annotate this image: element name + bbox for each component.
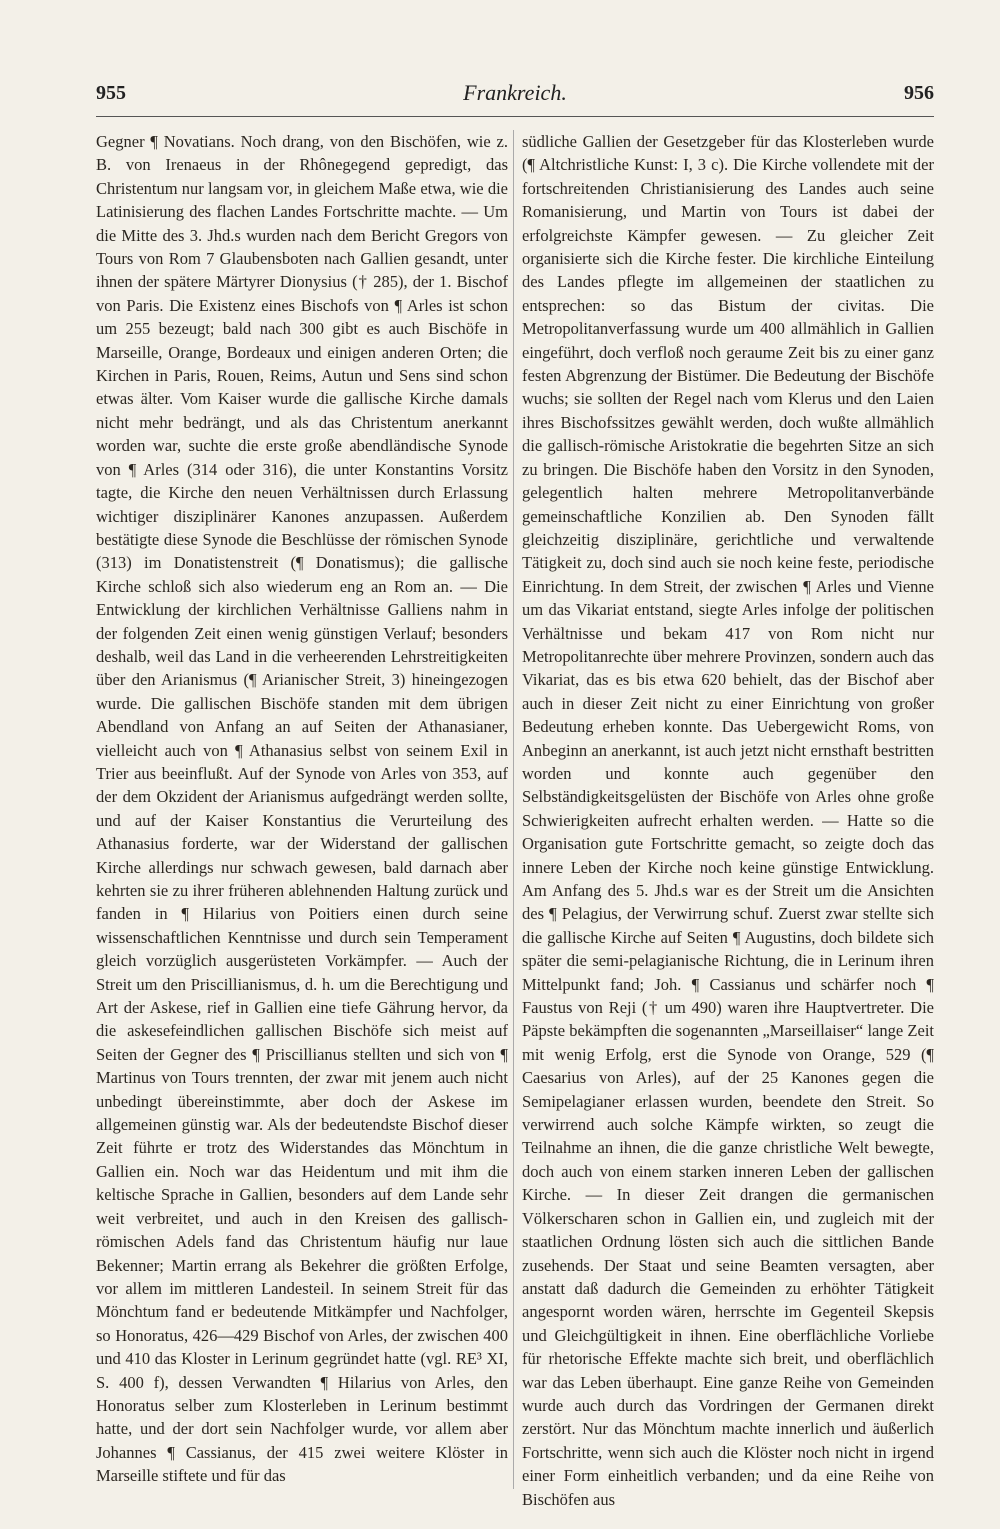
- left-column-text: Gegner ¶ Novatians. Noch drang, von den Bischöfen, wie z. B. von Irenaeus in der Rhônegegend gepredigt, das Christentum nur langsam vor, in gleichem Maße etwa, wie die Latinisierung des flachen Landes Fortschritte machte. — Um die Mitte des 3. Jhd.s wurden nach dem Bericht Gregors von Tours von Rom 7 Glaubensboten nach Gallien gesandt, unter ihnen der spätere Märtyrer Dionysius († 285), der 1. Bischof von Paris. Die Existenz eines Bischofs von ¶ Arles ist schon um 255 bezeugt; bald nach 300 gibt es auch Bischöfe in Marseille, Orange, Bordeaux und einigen anderen Orten; die Kirchen in Paris, Rouen, Reims, Autun und Sens sind schon etwas älter. Vom Kaiser wurde die gallische Kirche damals nicht mehr bedrängt, und als das Christentum anerkannt worden war, suchte die erste große abendländische Synode von ¶ Arles (314 oder 316), die unter Konstantins Vorsitz tagte, die Kirche den neuen Verhältnissen durch Erlassung wichtiger disziplinärer Kanones anzupassen. Außerdem bestätigte diese Synode die Beschlüsse der römischen Synode (313) im Donatistenstreit (¶ Donatismus); die gallische Kirche schloß sich also wiederum eng an Rom an. — Die Entwicklung der kirchlichen Verhältnisse Galliens nahm in der folgenden Zeit einen wenig günstigen Verlauf; besonders deshalb, weil das Land in die verheerenden Lehrstreitigkeiten über den Arianismus (¶ Arianischer Streit, 3) hineingezogen wurde. Die gallischen Bischöfe standen mit dem übrigen Abendland von Anfang an auf Seiten der Athanasianer, vielleicht auch von ¶ Athanasius selbst von seinem Exil in Trier aus beeinflußt. Auf der Synode von Arles von 353, auf der dem Okzident der Arianismus aufgedrängt werden sollte, und auf der Kaiser Konstantius die Verurteilung des Athanasius forderte, war der Widerstand der gallischen Kirche allerdings nur schwach gewesen, bald darnach aber kehrten sie zu ihrer früheren ablehnenden Haltung zurück und fanden in ¶ Hilarius von Poitiers einen durch seine wissenschaftlichen Kenntnisse und durch sein Temperament gleich vorzüglich ausgerüsteten Vorkämpfer. — Auch der Streit um den Priscillianismus, d. h. um die Berechtigung und Art der Askese, rief in Gallien eine tiefe Gährung hervor, da die askesefeindlichen gallischen Bischöfe sich meist auf Seiten der Gegner des ¶ Priscillianus stellten und sich von ¶ Martinus von Tours trennten, der zwar mit jenem auch nicht unbedingt übereinstimmte, aber doch der Askese im allgemeinen günstig war. Als der bedeutendste Bischof dieser Zeit führte er trotz des Widerstandes das Mönchtum in Gallien ein. Noch war das Heidentum und mit ihm die keltische Sprache in Gallien, besonders auf dem Lande sehr weit verbreitet, und auch in den Kreisen des gallisch-römischen Adels fand das Christentum häufig nur laue Bekenner; Martin errang als Bekehrer die größten Erfolge, vor allem im mittleren Landesteil. In seinem Streit für das Mönchtum fand er bedeutende Mitkämpfer und Nachfolger, so Honoratus, 426—429 Bischof von Arles, der zwischen 400 und 410 das Kloster in Lerinum gegründet hatte (vgl. RE³ XI, S. 400 f), dessen Verwandten ¶ Hilarius von Arles, den Honoratus selber zum Klosterleben in Lerinum bestimmt hatte, und der dort sein Nachfolger wurde, vor allem aber Johannes ¶ Cassianus, der 415 zwei weitere Klöster in Marseille stiftete und für das: [96, 132, 508, 1486]
- header-rule: [96, 116, 934, 117]
- right-column: [522, 130, 934, 1509]
- left-column: [96, 130, 508, 1489]
- right-column-text: südliche Gallien der Gesetzgeber für das Klosterleben wurde (¶ Altchristliche Kunst: I, 3 c). Die Kirche vollendete mit der fortschreitenden Christianisierung des Landes auch seine Romanisierung, und Martin von Tours ist dabei der erfolgreichste Kämpfer gewesen. — Zu gleicher Zeit organisierte sich die Kirche fester. Die kirchliche Einteilung des Landes pflegte im allgemeinen der staatlichen zu entsprechen: so das Bistum der civitas. Die Metropolitanverfassung wurde um 400 allmählich in Gallien eingeführt, doch verfloß noch geraume Zeit bis zu einer ganz festen Abgrenzung der Bistümer. Die Bedeutung der Bischöfe wuchs; sie sollten der Regel nach vom Klerus und den Laien ihres Bischofssitzes gewählt werden, doch wußte allmählich die gallisch-römische Aristokratie die begehrten Sitze an sich zu bringen. Die Bischöfe haben den Vorsitz in den Synoden, gelegentlich halten mehrere Metropolitanverbände gemeinschaftliche Konzilien ab. Den Synoden fällt gleichzeitig disziplinäre, gerichtliche und verwaltende Tätigkeit zu, doch sind auch sie noch keine feste, periodische Einrichtung. In dem Streit, der zwischen ¶ Arles und Vienne um das Vikariat entstand, siegte Arles infolge der politischen Verhältnisse und bekam 417 von Rom nicht nur Metropolitanrechte über mehrere Provinzen, sondern auch das Vikariat, das es bis etwa 620 behielt, das der Bischof aber auch in dieser Zeit nicht zu einer Einrichtung von großer Bedeutung erheben konnte. Das Uebergewicht Roms, von Anbeginn an anerkannt, ist auch jetzt nicht ernsthaft bestritten worden und konnte auch gegenüber den Selbständigkeitsgelüsten der Bischöfe von Arles ohne große Schwierigkeiten aufrecht erhalten werden. — Hatte so die Organisation gute Fortschritte gemacht, so zeigte doch das innere Leben der Kirche noch keine günstige Entwicklung. Am Anfang des 5. Jhd.s war es der Streit um die Ansichten des ¶ Pelagius, der Verwirrung schuf. Zuerst zwar stellte sich die gallische Kirche auf Seiten ¶ Augustins, doch bildete sich später die semi-pelagianische Richtung, die in Lerinum ihren Mittelpunkt fand; Joh. ¶ Cassianus und schärfer noch ¶ Faustus von Reji († um 490) waren ihre Hauptvertreter. Die Päpste bekämpften die sogenannten „Marseillaiser“ lange Zeit mit wenig Erfolg, erst die Synode von Orange, 529 (¶ Caesarius von Arles), auf der 25 Kanones gegen die Semipelagianer erlassen wurden, beendete den Streit. So verwirrend auch solche Kämpfe wirkten, so zeugt die Teilnahme an ihnen, die die ganze christliche Welt bewegte, doch auch von einem starken inneren Leben der gallischen Kirche. — In dieser Zeit drangen die germanischen Völkerscharen schon in Gallien ein, und zugleich mit der staatlichen Ordnung lösten sich auch die sittlichen Bande zusehends. Der Staat und seine Beamten versagten, aber anstatt daß dadurch die Gemeinden zu erhöhter Tätigkeit angespornt worden wären, herrschte im Gegenteil Skepsis und Gleichgültigkeit in ihnen. Eine oberflächliche Vorliebe für rhetorische Effekte machte sich breit, und oberflächlich war das Leben überhaupt. Eine ganze Reihe von Gemeinden wurde auch durch das Vordringen der Germanen direkt zerstört. Nur das Mönchtum machte innerlich und äußerlich Fortschritte, wenn sich auch die Klöster noch nicht in irgend einer Form einheitlich verbanden; und da eine Reihe von Bischöfen aus: [522, 132, 934, 1509]
- running-title: Frankreich.: [463, 80, 567, 105]
- column-divider: [513, 130, 514, 1489]
- page-number-left: 955: [96, 82, 126, 104]
- page-number-right: 956: [904, 82, 934, 104]
- page-header: [96, 82, 934, 122]
- text-columns: [96, 130, 934, 1509]
